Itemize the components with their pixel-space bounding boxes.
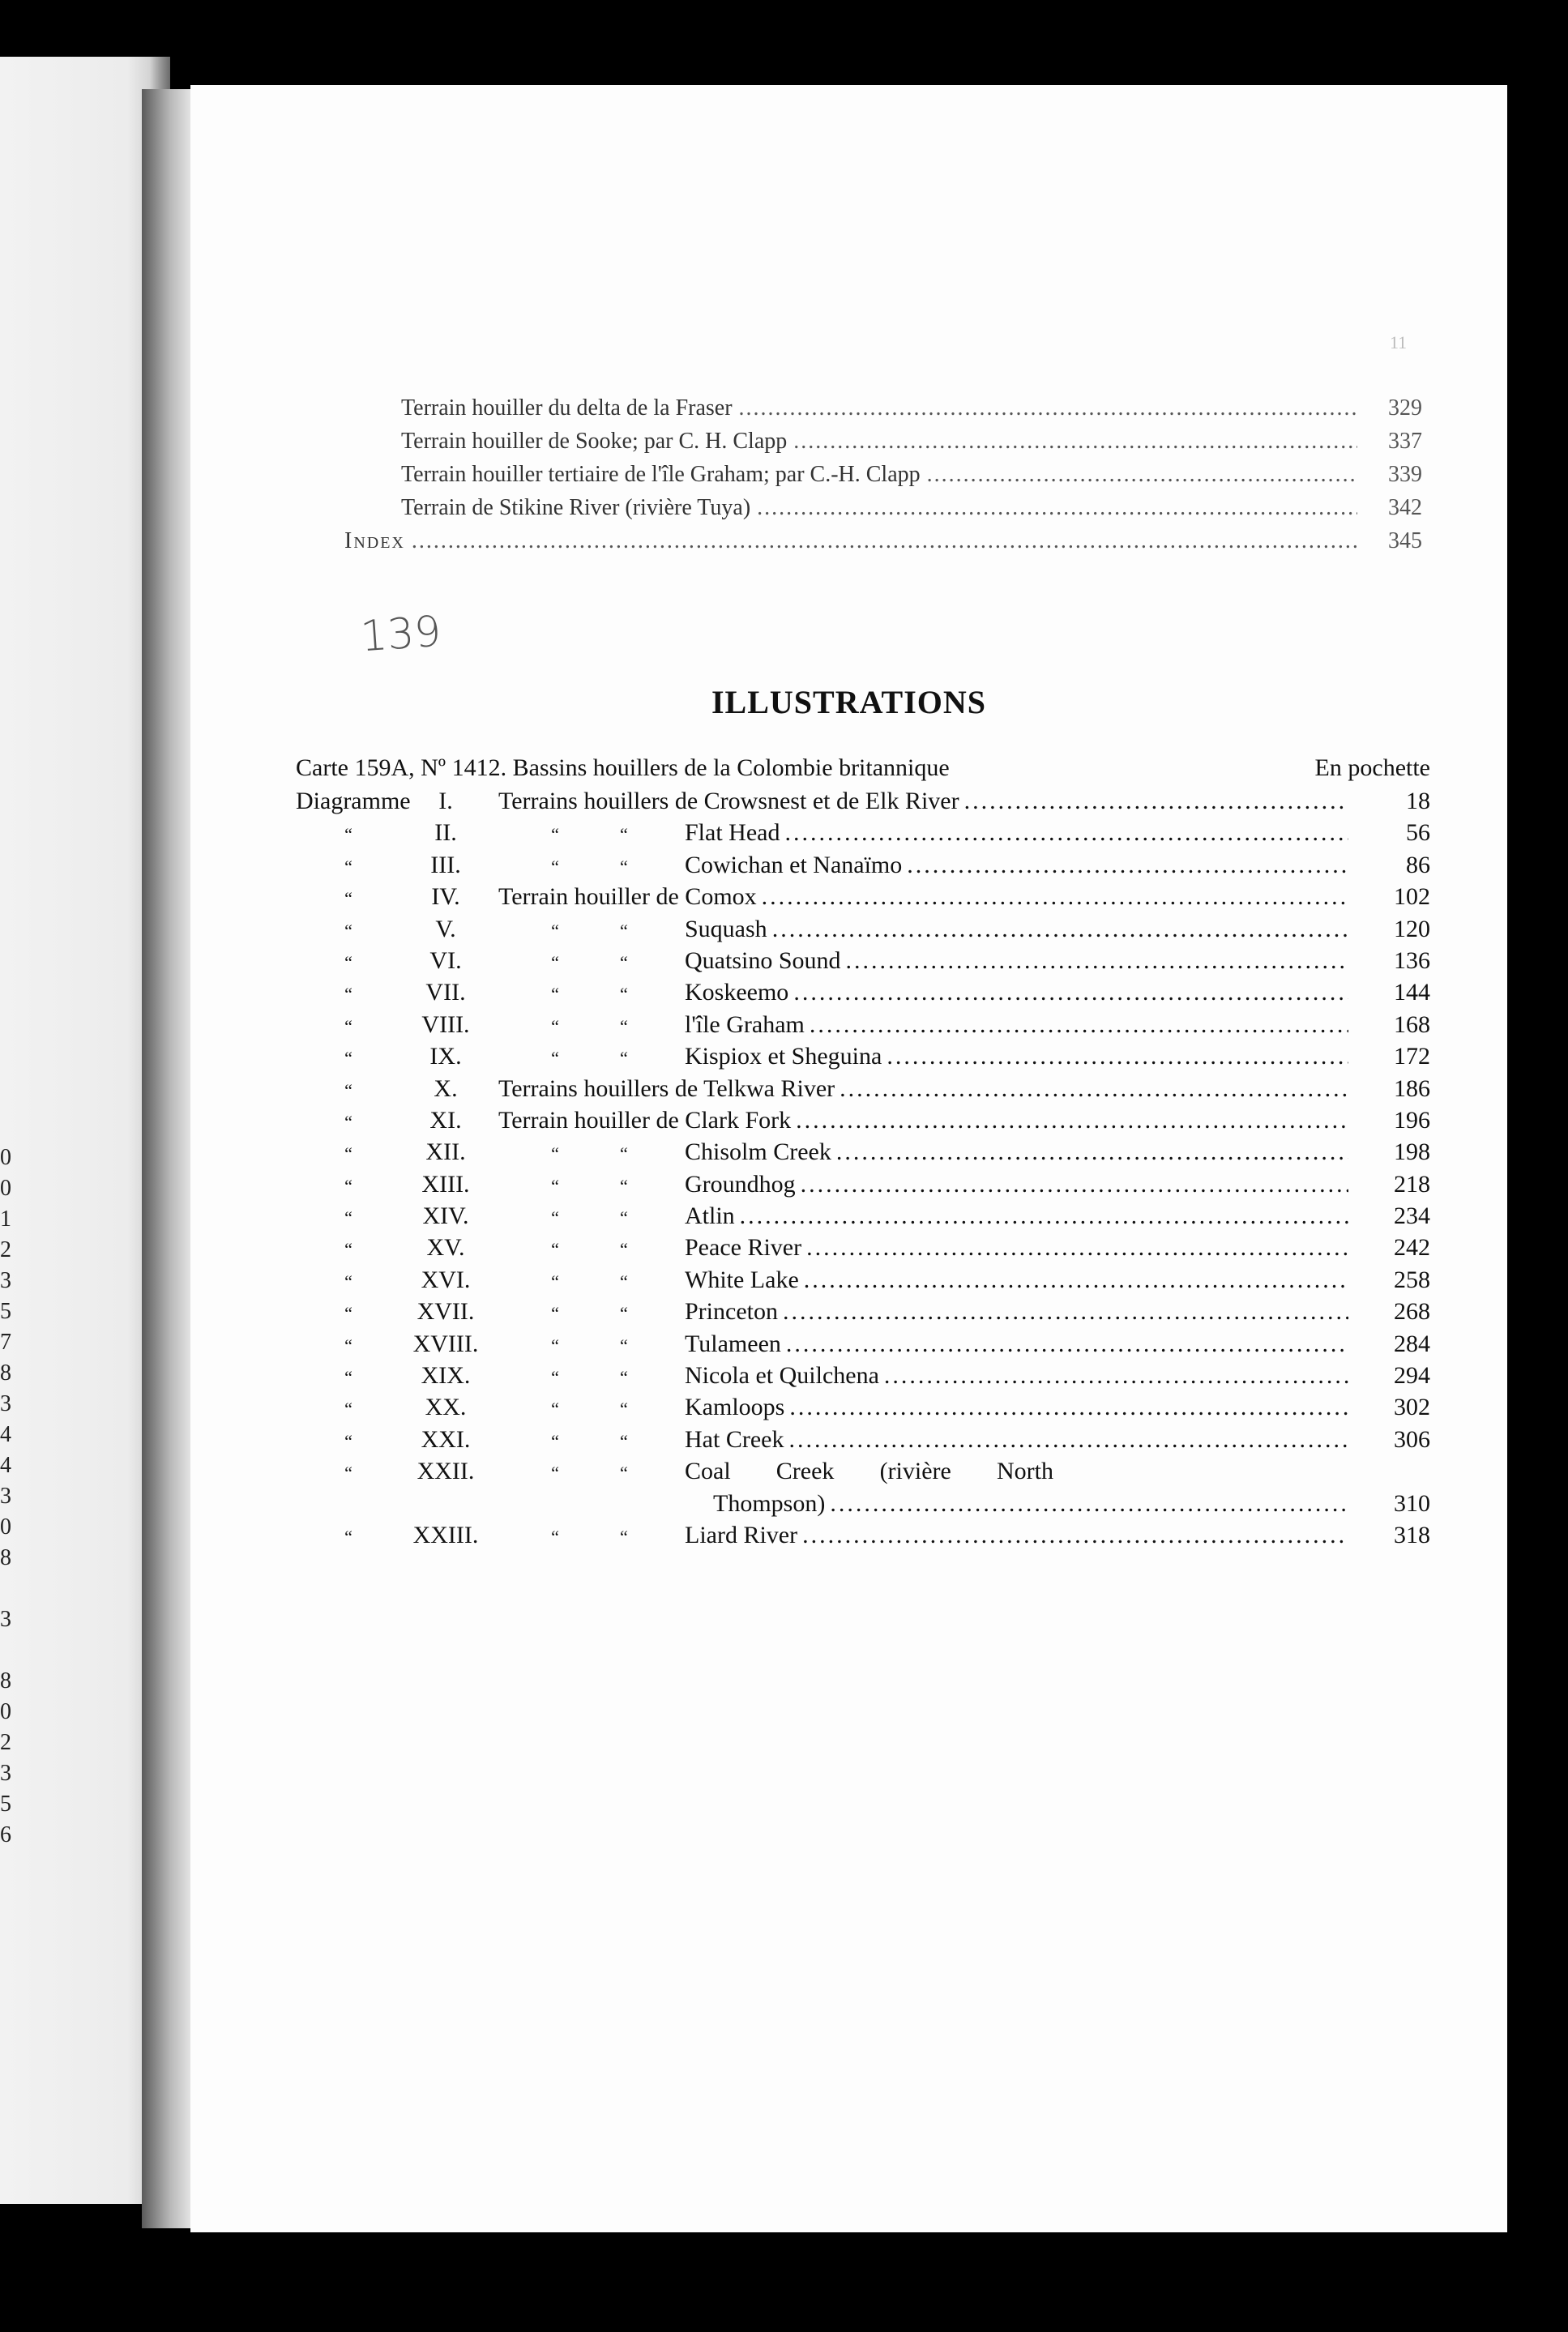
toc-label: Index xyxy=(344,528,405,553)
ditto-mark: “ xyxy=(551,1430,559,1451)
ditto-mark: “ xyxy=(551,1303,559,1324)
ditto-mark: “ xyxy=(620,824,628,845)
diagram-title: Suquash xyxy=(685,915,767,942)
diagram-number: I. xyxy=(438,788,453,814)
diagram-row xyxy=(296,785,1430,817)
diagram-page-number: 18 xyxy=(1406,788,1430,814)
diagram-row xyxy=(296,1136,1430,1168)
ditto-mark: “ xyxy=(620,984,628,1005)
illustrations-list xyxy=(296,751,1430,1551)
ditto-mark: “ xyxy=(344,1207,352,1228)
leader-dots xyxy=(927,458,1357,491)
diagram-number: IX. xyxy=(429,1043,462,1070)
left-edge-digit: 0 xyxy=(0,1176,11,1201)
ditto-mark: “ xyxy=(344,1463,352,1484)
leader-dots xyxy=(846,945,1348,976)
diagram-number: II. xyxy=(434,819,457,847)
diagram-row xyxy=(296,1424,1430,1455)
diagram-number: XVII. xyxy=(417,1298,475,1326)
toc-row xyxy=(344,391,1422,425)
diagram-page-number: 242 xyxy=(1394,1234,1430,1262)
diagram-title: Flat Head xyxy=(685,819,780,847)
left-edge-digit: 8 xyxy=(0,1545,11,1570)
ditto-mark: “ xyxy=(551,920,559,941)
left-edge-digit: 8 xyxy=(0,1668,11,1693)
diagram-number: XVI. xyxy=(421,1266,471,1293)
diagram-row xyxy=(296,945,1430,976)
diagram-row xyxy=(296,976,1430,1008)
illustrations-heading: ILLUSTRATIONS xyxy=(711,684,987,720)
ditto-mark: “ xyxy=(551,1335,559,1356)
diagram-number: VIII. xyxy=(421,1010,470,1038)
diagram-page-number: 302 xyxy=(1394,1394,1430,1421)
diagram-title: Kamloops xyxy=(685,1394,785,1421)
diagram-title: Peace River xyxy=(685,1234,802,1262)
diagram-number: XX. xyxy=(425,1394,467,1421)
leader-dots xyxy=(786,1328,1348,1360)
diagram-prefix: Diagramme xyxy=(296,788,411,814)
toc-row xyxy=(344,458,1422,491)
ditto-mark: “ xyxy=(620,1143,628,1164)
ditto-mark: “ xyxy=(551,1175,559,1196)
ditto-mark: “ xyxy=(344,1015,352,1036)
carte-entry xyxy=(296,751,1430,785)
ditto-mark: “ xyxy=(551,856,559,877)
diagram-row xyxy=(296,1009,1430,1040)
ditto-mark: “ xyxy=(344,1271,352,1292)
ditto-mark: “ xyxy=(620,1271,628,1292)
ditto-mark: “ xyxy=(344,1399,352,1420)
ditto-mark: “ xyxy=(344,951,352,972)
diagram-number: XIII. xyxy=(421,1170,470,1198)
leader-dots xyxy=(788,1424,1348,1455)
leader-dots xyxy=(806,1232,1348,1263)
diagram-row xyxy=(296,1296,1430,1327)
diagram-number: XV. xyxy=(426,1234,465,1262)
diagram-page-number: 196 xyxy=(1394,1106,1430,1134)
diagram-row xyxy=(296,1360,1430,1391)
diagram-page-number: 168 xyxy=(1394,1010,1430,1038)
diagram-page-number: 186 xyxy=(1394,1074,1430,1102)
diagram-row xyxy=(296,1455,1430,1487)
diagram-row xyxy=(296,1104,1430,1136)
left-edge-digit: 0 xyxy=(0,1699,11,1724)
diagram-row-continued xyxy=(296,1488,1430,1519)
left-edge-digit xyxy=(0,1635,11,1666)
toc-label: Terrain de Stikine River (rivière Tuya) xyxy=(401,495,751,520)
leader-dots xyxy=(840,1073,1348,1104)
left-edge-digit: 2 xyxy=(0,1730,11,1755)
leader-dots xyxy=(836,1136,1348,1168)
diagram-page-number: 102 xyxy=(1394,883,1430,911)
ditto-mark: “ xyxy=(551,984,559,1005)
left-edge-digit: 1 xyxy=(0,1207,11,1232)
left-edge-digit: 6 xyxy=(0,1822,11,1847)
toc-page-number: 329 xyxy=(1388,395,1422,421)
leader-dots xyxy=(964,785,1348,817)
diagram-title: Nicola et Quilchena xyxy=(685,1362,879,1390)
ditto-mark: “ xyxy=(551,1048,559,1069)
diagram-number: XXI. xyxy=(421,1425,471,1453)
left-edge-digit: 5 xyxy=(0,1792,11,1817)
ditto-mark: “ xyxy=(344,1526,352,1547)
ditto-mark: “ xyxy=(620,1430,628,1451)
diagram-page-number: 310 xyxy=(1394,1489,1430,1517)
ditto-mark: “ xyxy=(620,1526,628,1547)
ditto-mark: “ xyxy=(551,1271,559,1292)
leader-dots xyxy=(793,976,1348,1008)
diagram-number: XI. xyxy=(429,1106,462,1134)
leader-dots xyxy=(887,1040,1348,1072)
diagram-number: VII. xyxy=(425,979,466,1006)
diagram-title: l'île Graham xyxy=(685,1010,805,1038)
toc-label: Terrain houiller du delta de la Fraser xyxy=(401,395,733,421)
diagram-page-number: 172 xyxy=(1394,1043,1430,1070)
diagram-title: Terrains houillers de Crowsnest et de Elk River xyxy=(498,788,959,814)
ditto-mark: “ xyxy=(551,824,559,845)
document-page xyxy=(190,85,1507,2232)
diagram-number: XIX. xyxy=(421,1362,471,1390)
ditto-mark: “ xyxy=(344,1079,352,1100)
diagram-row xyxy=(296,1168,1430,1200)
diagram-row xyxy=(296,881,1430,912)
ditto-mark: “ xyxy=(344,1175,352,1196)
title-word: Coal xyxy=(685,1458,731,1485)
ditto-mark: “ xyxy=(620,1175,628,1196)
diagram-page-number: 86 xyxy=(1406,851,1430,878)
diagram-row xyxy=(296,1040,1430,1072)
toc-row-index xyxy=(344,524,1422,557)
ditto-mark: “ xyxy=(344,920,352,941)
ditto-mark: “ xyxy=(551,1239,559,1260)
diagram-row xyxy=(296,1328,1430,1360)
diagram-title: Quatsino Sound xyxy=(685,946,841,974)
ditto-mark: “ xyxy=(344,984,352,1005)
diagram-title: Kispiox et Sheguina xyxy=(685,1043,882,1070)
ditto-mark: “ xyxy=(344,1048,352,1069)
leader-dots xyxy=(801,1168,1348,1200)
diagram-title: Liard River xyxy=(685,1521,798,1548)
diagram-page-number: 234 xyxy=(1394,1202,1430,1230)
diagram-number: IV. xyxy=(431,883,460,911)
leader-dots xyxy=(757,491,1357,524)
ditto-mark: “ xyxy=(620,1048,628,1069)
diagram-number: III. xyxy=(430,851,461,878)
diagram-title: Atlin xyxy=(685,1202,735,1230)
diagram-row xyxy=(296,913,1430,945)
ditto-mark: “ xyxy=(344,1335,352,1356)
diagram-page-number: 258 xyxy=(1394,1266,1430,1293)
left-edge-digit: 7 xyxy=(0,1330,11,1355)
diagram-number: XXIII. xyxy=(412,1521,479,1548)
diagram-row xyxy=(296,1391,1430,1423)
toc-row xyxy=(344,425,1422,458)
leader-dots xyxy=(739,391,1357,425)
diagram-page-number: 218 xyxy=(1394,1170,1430,1198)
diagram-page-number: 306 xyxy=(1394,1425,1430,1453)
ditto-mark: “ xyxy=(620,1015,628,1036)
leader-dots xyxy=(793,425,1357,458)
diagram-title: Koskeemo xyxy=(685,979,789,1006)
diagram-row xyxy=(296,849,1430,881)
left-edge-digit: 3 xyxy=(0,1391,11,1416)
ditto-mark: “ xyxy=(344,1143,352,1164)
ditto-mark: “ xyxy=(551,1207,559,1228)
ditto-mark: “ xyxy=(344,1367,352,1388)
ditto-mark: “ xyxy=(344,856,352,877)
diagram-page-number: 144 xyxy=(1394,979,1430,1006)
ditto-mark: “ xyxy=(620,1399,628,1420)
ditto-mark: “ xyxy=(620,1463,628,1484)
leader-dots xyxy=(804,1264,1348,1296)
left-edge-digit xyxy=(0,1574,11,1604)
left-edge-digit: 0 xyxy=(0,1514,11,1540)
diagram-number: V. xyxy=(435,915,456,942)
diagram-title: Chisolm Creek xyxy=(685,1138,831,1166)
diagram-number: XII. xyxy=(425,1138,466,1166)
diagram-title: Terrains houillers de Telkwa River xyxy=(498,1074,835,1102)
diagram-title: Terrain houiller de Comox xyxy=(498,883,757,911)
diagram-page-number: 198 xyxy=(1394,1138,1430,1166)
left-edge-digit: 4 xyxy=(0,1453,11,1478)
title-word: North xyxy=(996,1458,1053,1485)
toc-page-number: 345 xyxy=(1388,528,1422,553)
ditto-mark: “ xyxy=(551,1015,559,1036)
leader-dots xyxy=(762,881,1348,912)
left-edge-digit: 3 xyxy=(0,1761,11,1786)
ditto-mark: “ xyxy=(620,920,628,941)
diagram-number: VI. xyxy=(429,946,462,974)
toc-label: Terrain houiller de Sooke; par C. H. Clapp xyxy=(401,429,788,454)
toc-label: Terrain houiller tertiaire de l'île Graham; par C.-H. Clapp xyxy=(401,462,921,487)
diagram-page-number: 284 xyxy=(1394,1330,1430,1357)
ditto-mark: “ xyxy=(620,1335,628,1356)
toc-page-number: 342 xyxy=(1388,495,1422,520)
toc-row xyxy=(344,491,1422,524)
diagram-page-number: 120 xyxy=(1394,915,1430,942)
diagram-row xyxy=(296,1264,1430,1296)
diagram-row xyxy=(296,1519,1430,1551)
page-mark: 11 xyxy=(1390,332,1408,352)
ditto-mark: “ xyxy=(620,951,628,972)
left-edge-digit: 3 xyxy=(0,1607,11,1632)
diagram-title: Terrain houiller de Clark Fork xyxy=(498,1106,792,1134)
diagram-number: XVIII. xyxy=(412,1330,479,1357)
diagram-title-continued: Thompson) xyxy=(713,1489,826,1517)
ditto-mark: “ xyxy=(620,1239,628,1260)
diagram-page-number: 136 xyxy=(1394,946,1430,974)
leader-dots xyxy=(810,1009,1348,1040)
toc-page-number: 339 xyxy=(1388,462,1422,487)
toc-page-number: 337 xyxy=(1388,429,1422,454)
left-edge-digit: 5 xyxy=(0,1299,11,1324)
ditto-mark: “ xyxy=(620,1207,628,1228)
title-word: (rivière xyxy=(879,1458,951,1485)
table-of-contents xyxy=(344,391,1422,557)
ditto-mark: “ xyxy=(620,1303,628,1324)
ditto-mark: “ xyxy=(551,951,559,972)
diagram-page-number: 268 xyxy=(1394,1298,1430,1326)
diagram-title: Princeton xyxy=(685,1298,778,1326)
leader-dots xyxy=(830,1488,1348,1519)
leader-dots xyxy=(789,1391,1348,1423)
leader-dots xyxy=(907,849,1348,881)
ditto-mark: “ xyxy=(344,824,352,845)
leader-dots xyxy=(884,1360,1348,1391)
diagram-title xyxy=(685,1455,1053,1487)
left-edge-digit: 0 xyxy=(0,1145,11,1170)
ditto-mark: “ xyxy=(551,1367,559,1388)
diagram-number: X. xyxy=(434,1074,458,1102)
left-edge-digit: 3 xyxy=(0,1268,11,1293)
diagram-row xyxy=(296,817,1430,848)
ditto-mark: “ xyxy=(344,1303,352,1324)
diagram-title: Cowichan et Nanaïmo xyxy=(685,851,903,878)
diagram-page-number: 318 xyxy=(1394,1521,1430,1548)
leader-dots xyxy=(802,1519,1348,1551)
leader-dots xyxy=(796,1104,1348,1136)
diagram-page-number: 56 xyxy=(1406,819,1430,847)
diagram-number: XIV. xyxy=(422,1202,469,1230)
leader-dots xyxy=(784,817,1348,848)
ditto-mark: “ xyxy=(344,1111,352,1132)
ditto-mark: “ xyxy=(551,1463,559,1484)
ditto-mark: “ xyxy=(344,1239,352,1260)
leader-dots xyxy=(783,1296,1348,1327)
leader-dots xyxy=(740,1200,1348,1232)
diagram-title: Groundhog xyxy=(685,1170,796,1198)
diagram-row xyxy=(296,1232,1430,1263)
diagram-page-number: 294 xyxy=(1394,1362,1430,1390)
ditto-mark: “ xyxy=(620,1367,628,1388)
ditto-mark: “ xyxy=(344,888,352,909)
carte-label: Carte 159A, Nº 1412. Bassins houillers de la Colombie britannique xyxy=(296,754,950,781)
diagram-row xyxy=(296,1073,1430,1104)
carte-location: En pochette xyxy=(1314,754,1430,781)
left-page-digits xyxy=(0,1143,11,1851)
left-edge-digit: 3 xyxy=(0,1484,11,1509)
diagram-number: XXII. xyxy=(417,1458,475,1485)
diagram-row xyxy=(296,1200,1430,1232)
diagram-title: Tulameen xyxy=(685,1330,781,1357)
handwritten-annotation: 139 xyxy=(359,607,443,662)
ditto-mark: “ xyxy=(551,1526,559,1547)
ditto-mark: “ xyxy=(551,1143,559,1164)
left-edge-digit: 8 xyxy=(0,1360,11,1386)
left-edge-digit: 2 xyxy=(0,1237,11,1262)
leader-dots xyxy=(772,913,1348,945)
diagram-title: Hat Creek xyxy=(685,1425,784,1453)
diagram-title: White Lake xyxy=(685,1266,799,1293)
ditto-mark: “ xyxy=(551,1399,559,1420)
ditto-mark: “ xyxy=(344,1430,352,1451)
ditto-mark: “ xyxy=(620,856,628,877)
title-word: Creek xyxy=(775,1458,835,1485)
left-edge-digit: 4 xyxy=(0,1422,11,1447)
leader-dots xyxy=(412,524,1357,557)
